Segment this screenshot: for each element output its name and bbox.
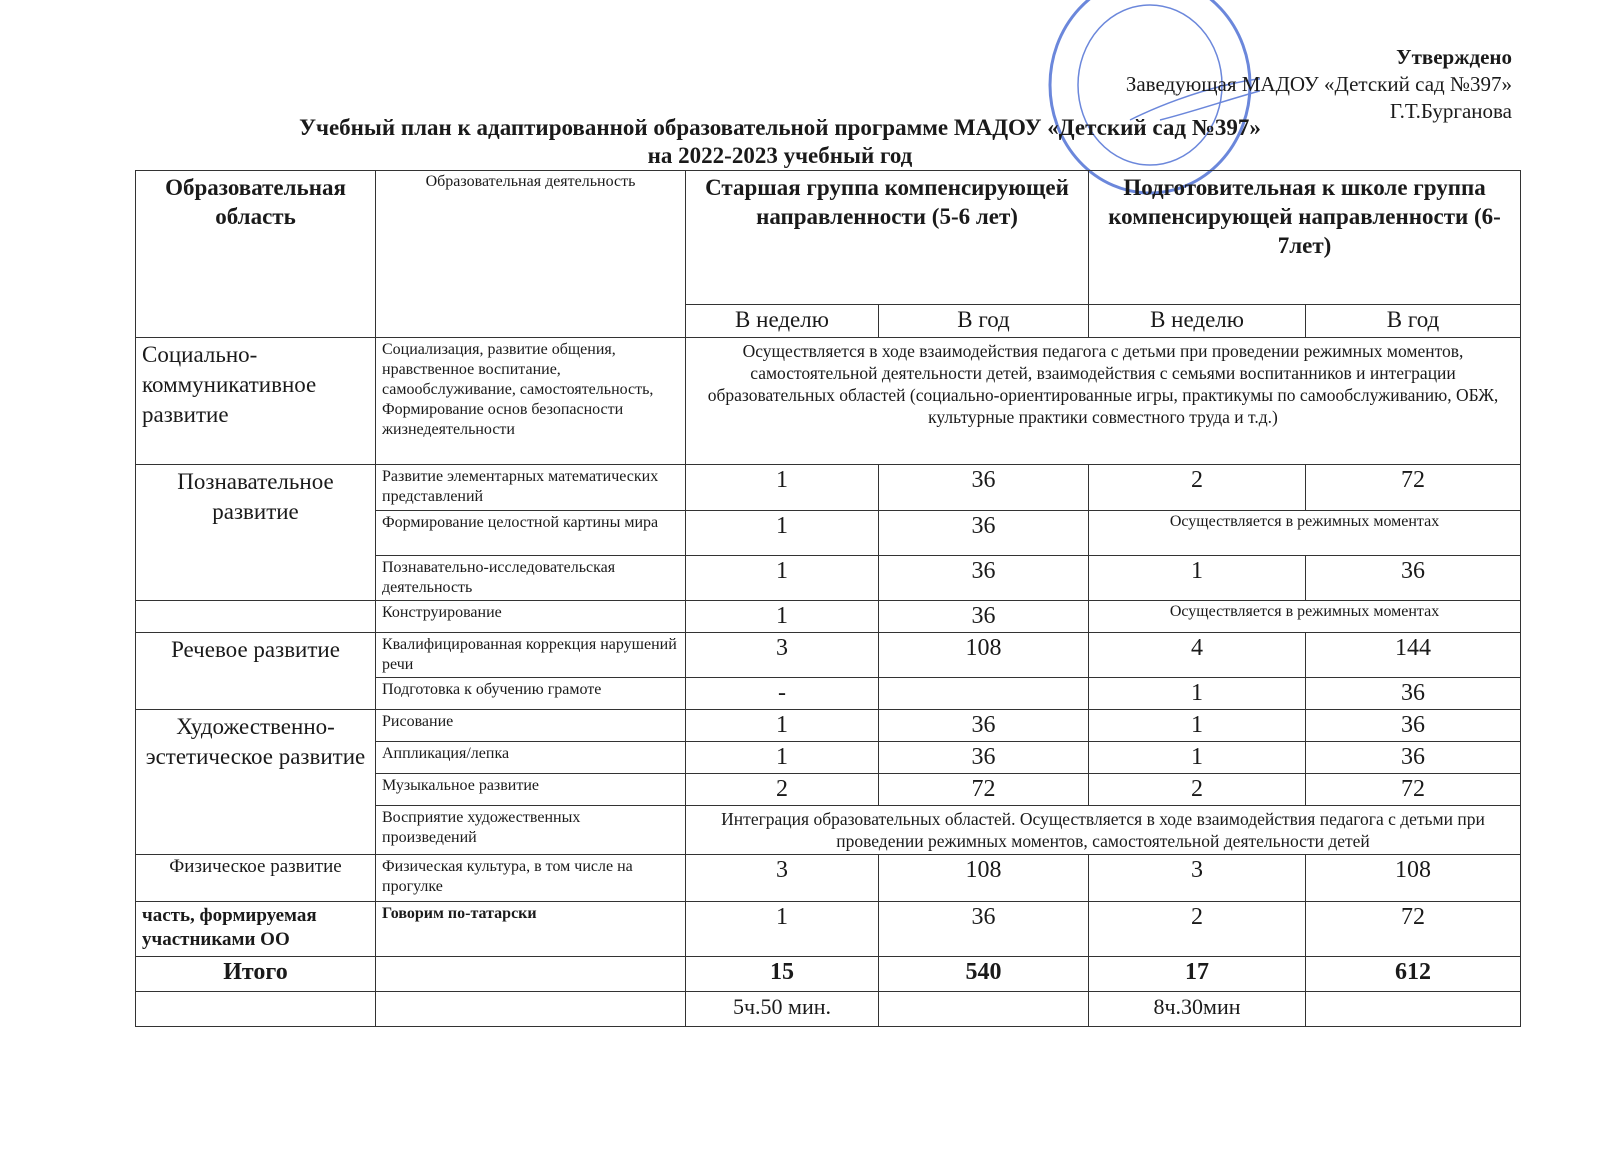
- header-per-year: В год: [879, 305, 1089, 338]
- table-row: [136, 338, 1521, 465]
- value-cell: 36: [879, 465, 1089, 511]
- value-cell: 1: [686, 556, 879, 601]
- value-cell: 1: [1089, 678, 1306, 710]
- approval-block: [1126, 44, 1512, 125]
- value-cell: 72: [1306, 902, 1521, 957]
- area-cell: Художественно-эстетическое развитие: [136, 710, 376, 855]
- area-cell: Социально-коммуникативное развитие: [136, 338, 376, 465]
- value-cell: 1: [686, 601, 879, 633]
- empty-cell: [376, 992, 686, 1027]
- area-cell-empty: [136, 601, 376, 633]
- activity-cell: Познавательно-исследовательская деятельность: [376, 556, 686, 601]
- note-cell: Осуществляется в режимных моментах: [1089, 601, 1521, 633]
- value-cell: 3: [686, 855, 879, 902]
- table-row: [136, 633, 1521, 678]
- value-cell: 36: [879, 511, 1089, 556]
- activity-cell: Аппликация/лепка: [376, 742, 686, 774]
- total-row: [136, 957, 1521, 992]
- area-cell: Познавательное развитие: [136, 465, 376, 601]
- total-value: 17: [1089, 957, 1306, 992]
- value-cell: 4: [1089, 633, 1306, 678]
- empty-cell: [879, 992, 1089, 1027]
- value-cell: 1: [686, 710, 879, 742]
- value-cell: 36: [879, 902, 1089, 957]
- value-cell: 2: [1089, 465, 1306, 511]
- activity-cell: Музыкальное развитие: [376, 774, 686, 806]
- value-cell: 1: [1089, 742, 1306, 774]
- total-label: Итого: [136, 957, 376, 992]
- value-cell: 36: [879, 601, 1089, 633]
- note-cell: Осуществляется в режимных моментах: [1089, 511, 1521, 556]
- time-row: [136, 992, 1521, 1027]
- activity-cell: Квалифицированная коррекция нарушений речи: [376, 633, 686, 678]
- area-cell: часть, формируемая участниками ОО: [136, 902, 376, 957]
- total-value: 612: [1306, 957, 1521, 992]
- value-cell: 108: [1306, 855, 1521, 902]
- approval-title: Утверждено: [1396, 45, 1512, 69]
- activity-cell: Формирование целостной картины мира: [376, 511, 686, 556]
- header-activity: Образовательная деятельность: [376, 171, 686, 338]
- value-cell: 1: [1089, 710, 1306, 742]
- value-cell: 108: [879, 855, 1089, 902]
- value-cell: 108: [879, 633, 1089, 678]
- time-value: 5ч.50 мин.: [686, 992, 879, 1027]
- header-per-year: В год: [1306, 305, 1521, 338]
- total-value: 540: [879, 957, 1089, 992]
- header-area: Образовательная область: [136, 171, 376, 338]
- header-per-week: В неделю: [1089, 305, 1306, 338]
- value-cell: 36: [879, 742, 1089, 774]
- area-cell: Речевое развитие: [136, 633, 376, 710]
- empty-cell: [1306, 992, 1521, 1027]
- activity-cell: Говорим по-татарски: [376, 902, 686, 957]
- approval-name: Г.Т.Бурганова: [1389, 99, 1512, 123]
- curriculum-table: [135, 170, 1521, 1027]
- document-title: [140, 114, 1420, 170]
- activity-cell: Конструирование: [376, 601, 686, 633]
- value-cell: 36: [1306, 742, 1521, 774]
- value-cell: 3: [686, 633, 879, 678]
- title-line-1: Учебный план к адаптированной образовательной программе МАДОУ «Детский сад №397»: [299, 115, 1261, 140]
- value-cell: 2: [1089, 902, 1306, 957]
- value-cell: 3: [1089, 855, 1306, 902]
- value-cell: 144: [1306, 633, 1521, 678]
- table-row: [136, 855, 1521, 902]
- approval-position: Заведующая МАДОУ «Детский сад №397»: [1125, 72, 1512, 96]
- value-cell: 72: [1306, 465, 1521, 511]
- value-cell: 1: [686, 742, 879, 774]
- value-cell: 72: [1306, 774, 1521, 806]
- value-cell: -: [686, 678, 879, 710]
- header-group-senior: Старшая группа компенсирующей направленности (5-6 лет): [686, 171, 1089, 305]
- activity-cell: Подготовка к обучению грамоте: [376, 678, 686, 710]
- value-cell: 1: [686, 511, 879, 556]
- total-value: 15: [686, 957, 879, 992]
- value-cell: 36: [1306, 678, 1521, 710]
- value-cell: 72: [879, 774, 1089, 806]
- value-cell: 36: [1306, 710, 1521, 742]
- activity-cell: Физическая культура, в том числе на прогулке: [376, 855, 686, 902]
- value-cell: [879, 678, 1089, 710]
- value-cell: 1: [686, 465, 879, 511]
- table-row: [136, 710, 1521, 742]
- value-cell: 2: [1089, 774, 1306, 806]
- empty-cell: [376, 957, 686, 992]
- activity-cell: Рисование: [376, 710, 686, 742]
- activity-cell: Развитие элементарных математических представлений: [376, 465, 686, 511]
- table-row: [136, 601, 1521, 633]
- value-cell: 1: [686, 902, 879, 957]
- header-per-week: В неделю: [686, 305, 879, 338]
- header-group-preparatory: Подготовительная к школе группа компенсирующей направленности (6-7лет): [1089, 171, 1521, 305]
- activity-cell: Социализация, развитие общения, нравственное воспитание, самообслуживание, самостоятельность, Формирование основ безопасности жизнедеятельности: [376, 338, 686, 465]
- title-line-2: на 2022-2023 учебный год: [647, 143, 913, 168]
- note-cell: Интеграция образовательных областей. Осуществляется в ходе взаимодействия педагога с детьми при проведении режимных моментов, самостоятельной деятельности детей: [686, 806, 1521, 855]
- value-cell: 36: [879, 556, 1089, 601]
- activity-cell: Восприятие художественных произведений: [376, 806, 686, 855]
- table-row: [136, 465, 1521, 511]
- time-value: 8ч.30мин: [1089, 992, 1306, 1027]
- table-row: [136, 902, 1521, 957]
- empty-cell: [136, 992, 376, 1027]
- note-cell: Осуществляется в ходе взаимодействия педагога с детьми при проведении режимных моментов, самостоятельной деятельности детей, взаимодействия с семьями воспитанников и интеграции образовательных областей (социально-ориентированные игры, практикумы по самообслуживанию, ОБЖ, культурные практики совместного труда и т.д.): [686, 338, 1521, 465]
- value-cell: 36: [1306, 556, 1521, 601]
- value-cell: 1: [1089, 556, 1306, 601]
- area-cell: Физическое развитие: [136, 855, 376, 902]
- value-cell: 2: [686, 774, 879, 806]
- value-cell: 36: [879, 710, 1089, 742]
